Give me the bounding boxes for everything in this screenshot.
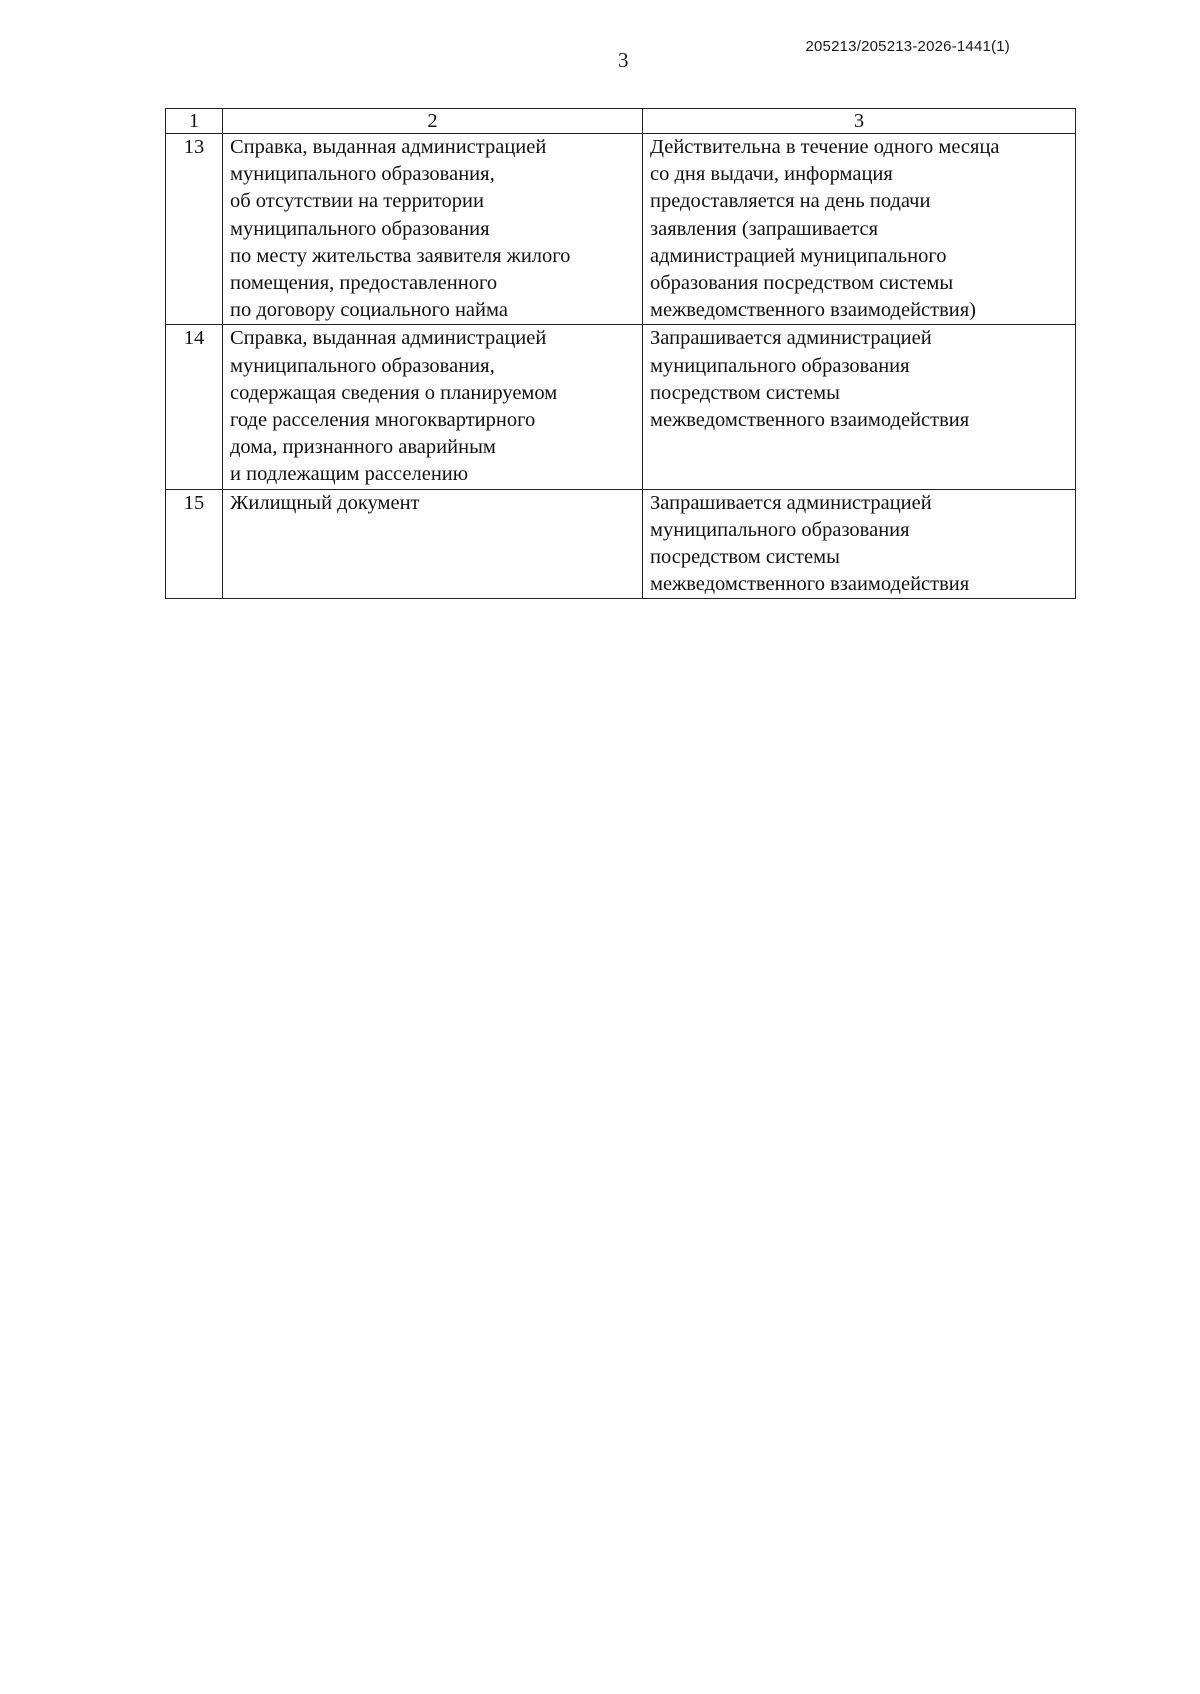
document-note-line: муниципального образования xyxy=(650,354,910,377)
document-name-line: муниципального образования, xyxy=(230,354,495,377)
document-name-cell xyxy=(223,489,643,599)
document-name-line: и подлежащим расселению xyxy=(230,463,469,486)
document-name-cell xyxy=(223,134,643,325)
document-note-line: администрацией муниципального xyxy=(650,244,947,267)
row-number: 14 xyxy=(166,325,223,489)
document-note-line: межведомственного взаимодействия xyxy=(650,409,970,432)
document-note-cell xyxy=(643,134,1076,325)
document-name-line: по месту жительства заявителя жилого xyxy=(230,244,571,267)
document-id: 205213/205213-2026-1441(1) xyxy=(805,38,1010,55)
column-header-3: 3 xyxy=(643,109,1076,134)
document-note-line: Запрашивается администрацией xyxy=(650,327,932,350)
table-row xyxy=(166,325,1076,489)
table-row xyxy=(166,489,1076,599)
column-header-1: 1 xyxy=(166,109,223,134)
document-note-line: посредством системы xyxy=(650,546,840,569)
row-number: 15 xyxy=(166,489,223,599)
document-note-line: предоставляется на день подачи xyxy=(650,190,931,213)
document-name-line: об отсутствии на территории xyxy=(230,190,484,213)
row-number: 13 xyxy=(166,134,223,325)
document-note-line: заявления (запрашивается xyxy=(650,217,879,240)
document-note-cell xyxy=(643,325,1076,489)
document-note-line: Действительна в течение одного месяца xyxy=(650,136,1000,158)
document-name-line: муниципального образования, xyxy=(230,163,495,186)
document-note-line: со дня выдачи, информация xyxy=(650,163,893,186)
document-name-line: Справка, выданная администрацией xyxy=(230,136,547,158)
document-name-line: по договору социального найма xyxy=(230,299,508,322)
table-row xyxy=(166,134,1076,325)
document-note-line: межведомственного взаимодействия xyxy=(650,573,970,596)
document-name-line: годе расселения многоквартирного xyxy=(230,409,536,432)
table-header-row xyxy=(166,109,1076,134)
document-name-line: содержащая сведения о планируемом xyxy=(230,381,558,404)
document-name-line: помещения, предоставленного xyxy=(230,272,498,295)
document-note-line: Запрашивается администрацией xyxy=(650,491,932,514)
document-name-line: Жилищный документ xyxy=(230,491,420,514)
document-name-line: Справка, выданная администрацией xyxy=(230,327,547,350)
document-note-line: межведомственного взаимодействия) xyxy=(650,299,977,322)
document-note-line: муниципального образования xyxy=(650,518,910,541)
page-number: 3 xyxy=(618,48,629,72)
document-note-line: образования посредством системы xyxy=(650,272,954,295)
document-name-line: муниципального образования xyxy=(230,217,490,240)
document-name-line: дома, признанного аварийным xyxy=(230,436,496,459)
document-note-cell xyxy=(643,489,1076,599)
documents-table xyxy=(165,108,1076,599)
column-header-2: 2 xyxy=(223,109,643,134)
document-note-line: посредством системы xyxy=(650,381,840,404)
document-name-cell xyxy=(223,325,643,489)
